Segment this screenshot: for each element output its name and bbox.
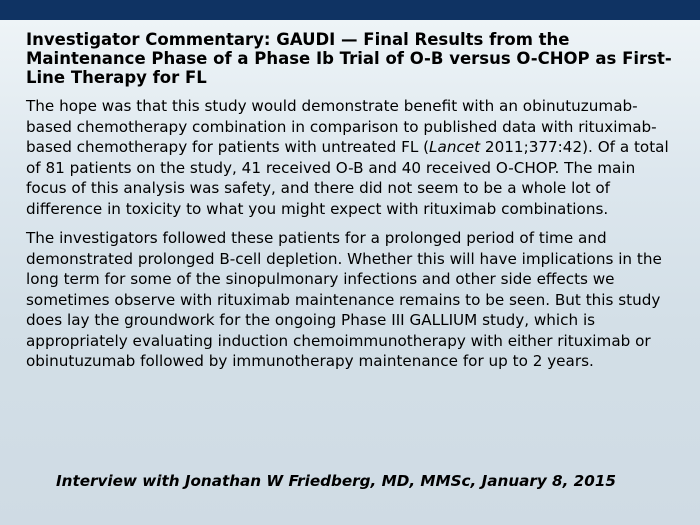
slide bbox=[0, 20, 700, 525]
paragraph-1-text-end: 2011;377:42). Of a total of 81 patients on the study, 41 received O-B and 40 received O-CHOP. The main focus of this analysis was safety, and there did not seem to be a whole lot of difference in toxicity to what you might expect with rituximab combinations. bbox=[26, 138, 669, 218]
slide-content bbox=[26, 30, 678, 372]
header-band bbox=[0, 0, 700, 20]
interview-attribution: Interview with Jonathan W Friedberg, MD, MMSc, January 8, 2015 bbox=[56, 472, 616, 490]
commentary-paragraph-2: The investigators followed these patients for a prolonged period of time and demonstrated prolonged B-cell depletion. Whether this will have implications in the long term for some of the sinopulmonary infections and other side effects we sometimes observe with rituximab maintenance remains to be seen. But this study does lay the groundwork for the ongoing Phase III GALLIUM study, which is appropriately evaluating induction chemoimmunotherapy with either rituximab or obinutuzumab followed by immunotherapy maintenance for up to 2 years. bbox=[26, 229, 662, 370]
paragraph-1-text-start: The hope was that this study would demonstrate benefit with an obinutuzumab-based chemotherapy combination in comparison to published data with rituximab-based chemotherapy for patients with untreated FL ( bbox=[26, 97, 657, 156]
journal-name: Lancet bbox=[429, 138, 481, 156]
commentary-paragraph-1 bbox=[26, 96, 678, 219]
slide-title: Investigator Commentary: GAUDI — Final Results from the Maintenance Phase of a Phase Ib Trial of O-B versus O-CHOP as First-Line Therapy for FL bbox=[26, 30, 672, 87]
